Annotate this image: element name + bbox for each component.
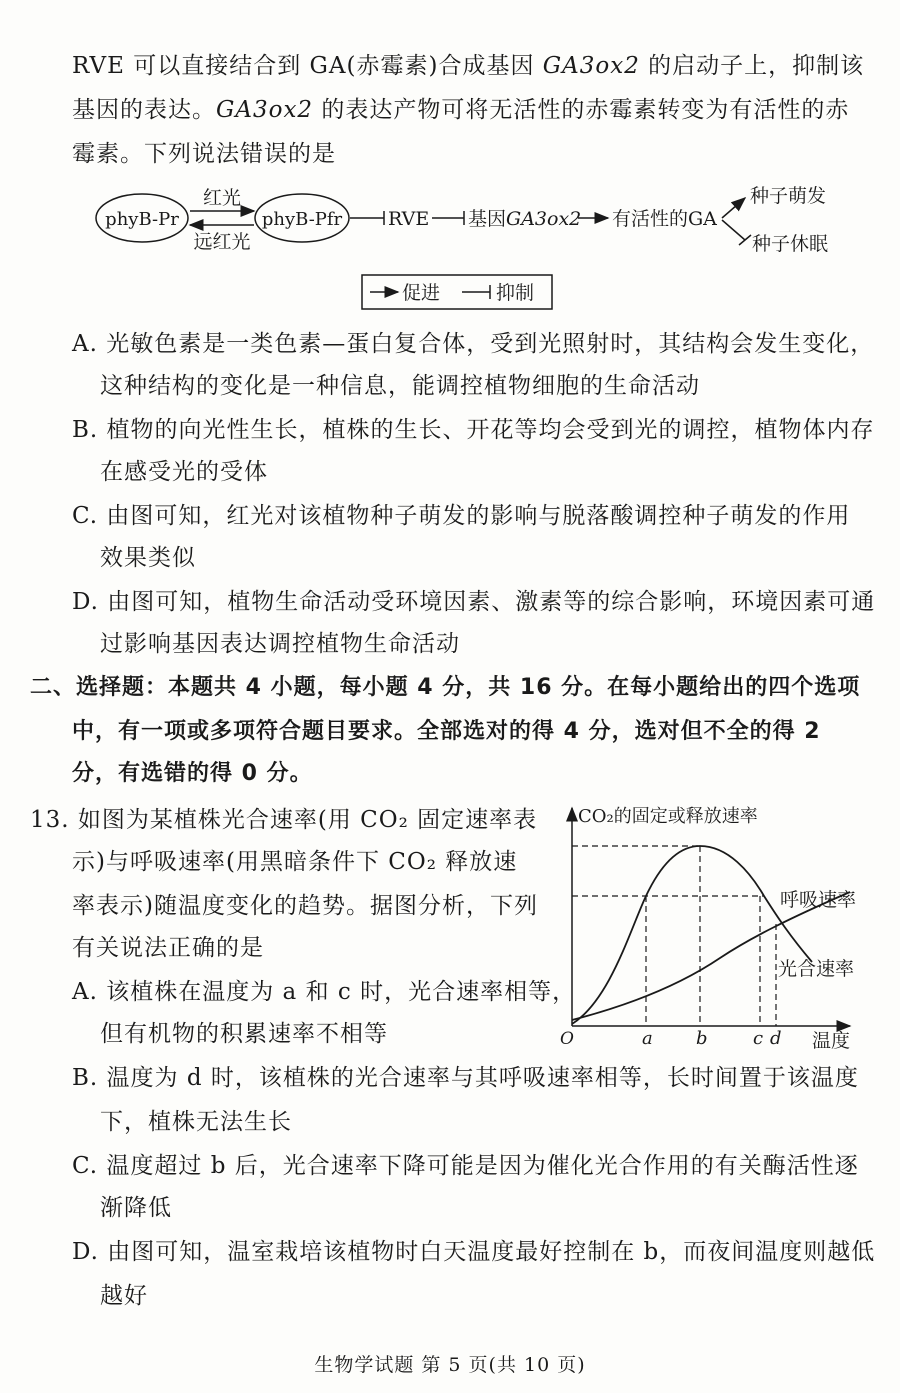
option-a-line-2: 这种结构的变化是一种信息，能调控植物细胞的生命活动 — [100, 373, 700, 399]
tick-c: c — [753, 1028, 764, 1049]
q13-option-b-line-2: 下，植株无法生长 — [100, 1109, 292, 1135]
page-footer: 生物学试题 第 5 页(共 10 页) — [314, 1354, 586, 1376]
phyb-pr-label: phyB-Pr — [105, 209, 179, 230]
q13-option-d-line-2: 越好 — [100, 1283, 148, 1309]
intro-line-2 — [72, 94, 849, 126]
q13-option-a-line-2: 但有机物的积累速率不相等 — [100, 1021, 388, 1047]
promote-arrow-germination — [722, 198, 745, 218]
option-d-line-1: D. 由图可知，植物生命活动受环境因素、激素等的综合影响，环境因素可通 — [72, 589, 876, 615]
intro-text: RVE 可以直接结合到 GA(赤霉素)合成基因 — [72, 53, 543, 79]
red-light-label: 红光 — [202, 187, 242, 209]
section2-line-3: 分，有选错的得 0 分。 — [72, 761, 313, 786]
phyb-pfr-label: phyB-Pfr — [261, 209, 343, 230]
option-b-line-1: B. 植物的向光性生长，植株的生长、开花等均会受到光的调控，植物体内存 — [72, 417, 875, 443]
tick-a: a — [642, 1028, 653, 1049]
q13-line-1: 13. 如图为某植株光合速率(用 CO₂ 固定速率表 — [30, 807, 538, 833]
q13-option-a-line-1: A. 该植株在温度为 a 和 c 时，光合速率相等， — [72, 979, 577, 1005]
intro-text: 的表达产物可将无活性的赤霉素转变为有活性的赤 — [313, 97, 850, 123]
germination-label: 种子萌发 — [750, 185, 827, 207]
intro-text: 基因的表达。 — [72, 97, 216, 123]
origin-label: O — [560, 1029, 574, 1049]
rate-temperature-chart — [550, 800, 870, 1060]
inhibit-arrow-dormancy — [722, 220, 745, 240]
rve-label: RVE — [388, 208, 430, 230]
q13-option-d-line-1: D. 由图可知，温室栽培该植物时白天温度最好控制在 b，而夜间温度则越低 — [72, 1239, 876, 1265]
option-c-line-2: 效果类似 — [100, 545, 196, 571]
gene-label: 基因GA3ox2 — [468, 208, 582, 230]
q13-line-3: 率表示)随温度变化的趋势。据图分析，下列 — [72, 893, 538, 919]
q13-line-4: 有关说法正确的是 — [72, 935, 264, 961]
gene-name: GA3ox2 — [216, 97, 314, 123]
tick-b: b — [696, 1028, 708, 1049]
x-axis-label: 温度 — [812, 1030, 851, 1052]
tick-d: d — [770, 1028, 782, 1049]
far-red-label: 远红光 — [193, 231, 251, 253]
q13-option-c-line-2: 渐降低 — [100, 1195, 172, 1221]
respiration-label: 呼吸速率 — [780, 889, 857, 911]
option-d-line-2: 过影响基因表达调控植物生命活动 — [100, 631, 460, 657]
section2-line-1: 二、选择题：本题共 4 小题，每小题 4 分，共 16 分。在每小题给出的四个选项 — [30, 675, 861, 700]
respiration-curve — [572, 892, 850, 1020]
legend-inhibit-label: 抑制 — [496, 282, 535, 304]
active-ga-label: 有活性的GA — [612, 208, 717, 230]
q13-option-c-line-1: C. 温度超过 b 后，光合速率下降可能是因为催化光合作用的有关酶活性逐 — [72, 1153, 859, 1179]
option-c-line-1: C. 由图可知，红光对该植物种子萌发的影响与脱落酸调控种子萌发的作用 — [72, 503, 851, 529]
option-b-line-2: 在感受光的受体 — [100, 459, 268, 485]
intro-line-3: 霉素。下列说法错误的是 — [72, 141, 336, 167]
dormancy-label: 种子休眠 — [752, 233, 829, 255]
photosynthesis-label: 光合速率 — [778, 958, 855, 980]
gene-name: GA3ox2 — [542, 53, 640, 79]
legend-promote-label: 促进 — [402, 282, 441, 304]
pathway-diagram — [0, 180, 900, 315]
y-axis-label: CO₂的固定或释放速率 — [578, 806, 758, 827]
q13-option-b-line-1: B. 温度为 d 时，该植株的光合速率与其呼吸速率相等，长时间置于该温度 — [72, 1065, 859, 1091]
q13-line-2: 示)与呼吸速率(用黑暗条件下 CO₂ 释放速 — [72, 849, 518, 875]
option-a-line-1: A. 光敏色素是一类色素—蛋白复合体，受到光照射时，其结构会发生变化， — [72, 331, 875, 357]
section2-line-2: 中，有一项或多项符合题目要求。全部选对的得 4 分，选对但不全的得 2 — [72, 719, 821, 744]
intro-line-1 — [72, 50, 864, 82]
intro-text: 的启动子上，抑制该 — [639, 53, 865, 79]
